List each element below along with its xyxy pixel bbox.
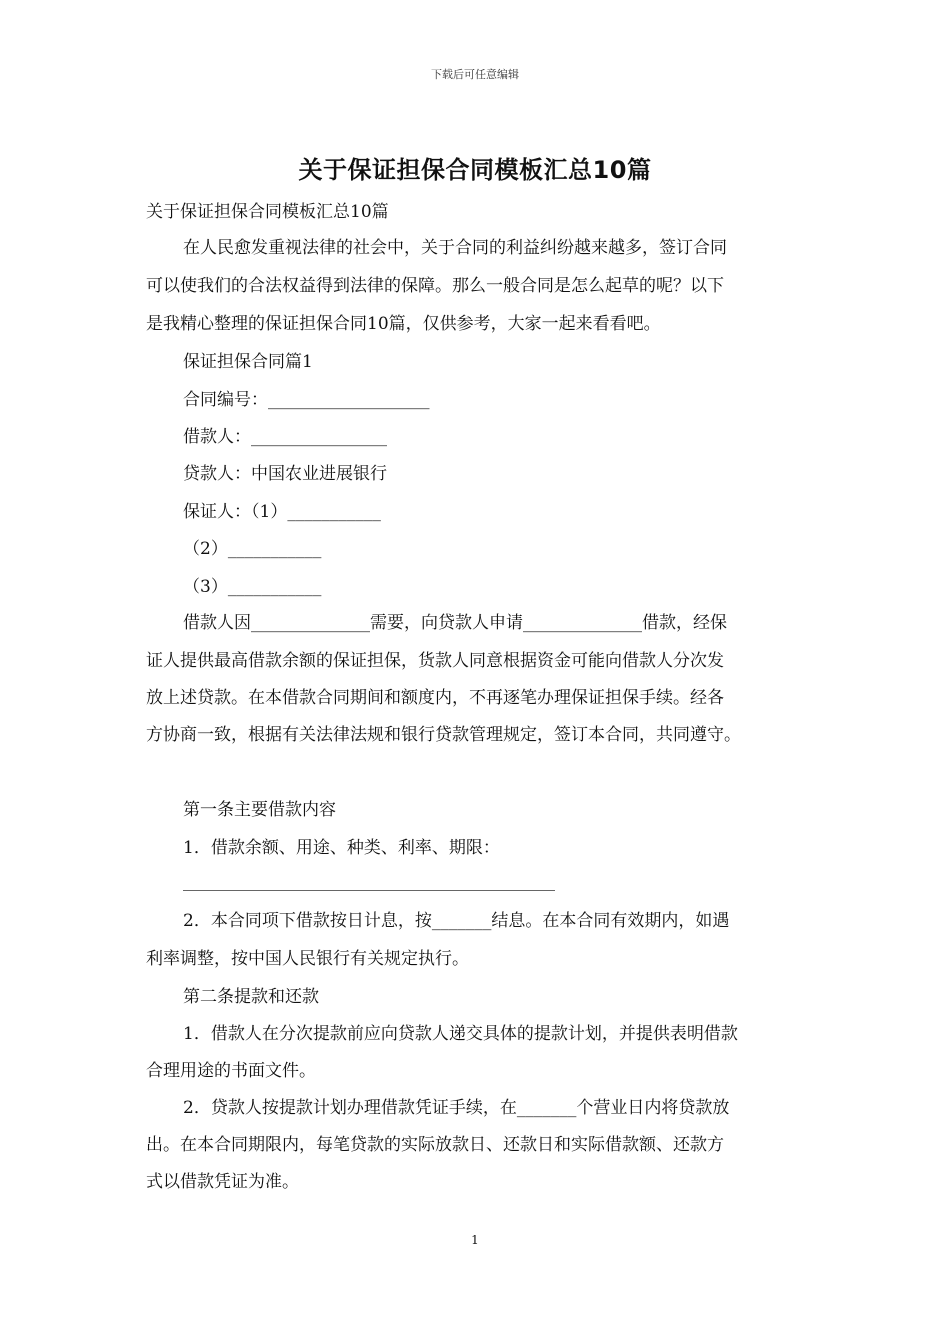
clause-line: 出。在本合同期限内，每笔贷款的实际放款日、还款日和实际借款额、还款方 — [146, 1135, 724, 1155]
clause-line: 利率调整，按中国人民银行有关规定执行。 — [146, 949, 469, 969]
body-paragraph-line: 方协商一致，根据有关法律法规和银行贷款管理规定，签订本合同，共同遵守。 — [146, 725, 741, 745]
page-number: 1 — [471, 1233, 479, 1247]
body-paragraph-line: 证人提供最高借款余额的保证担保，货款人同意根据资金可能向借款人分次发 — [146, 651, 724, 671]
intro-paragraph-line: 可以使我们的合法权益得到法律的保障。那么一般合同是怎么起草的呢？以下 — [146, 276, 724, 296]
contract-number-field: 合同编号：___________________ — [183, 390, 430, 410]
clause-line: 2．本合同项下借款按日计息，按_______结息。在本合同有效期内，如遇 — [183, 911, 730, 931]
guarantor-field-3: （3）___________ — [183, 577, 322, 597]
body-paragraph-line: 放上述贷款。在本借款合同期间和额度内，不再逐笔办理保证担保手续。经各 — [146, 688, 724, 708]
clause-line: 式以借款凭证为准。 — [146, 1172, 299, 1192]
clause-line: 1．借款人在分次提款前应向贷款人递交具体的提款计划，并提供表明借款 — [183, 1024, 738, 1044]
section-heading: 保证担保合同篇1 — [183, 352, 313, 372]
document-title: 关于保证担保合同模板汇总10篇 — [298, 156, 652, 184]
blank-fill-line — [183, 890, 555, 891]
body-paragraph-line: 借款人因______________需要，向贷款人申请______________借款，经保 — [183, 613, 727, 633]
header-note: 下载后可任意编辑 — [431, 68, 519, 81]
clause-line: 1．借款余额、用途、种类、利率、期限： — [183, 838, 500, 858]
clause-line: 合理用途的书面文件。 — [146, 1061, 316, 1081]
intro-paragraph-line: 是我精心整理的保证担保合同10篇，仅供参考，大家一起来看看吧。 — [146, 314, 661, 334]
article-heading: 第二条提款和还款 — [183, 987, 319, 1007]
subtitle-line: 关于保证担保合同模板汇总10篇 — [146, 202, 389, 222]
borrower-field: 借款人：________________ — [183, 427, 387, 447]
clause-line: 2．贷款人按提款计划办理借款凭证手续，在_______个营业日内将贷款放 — [183, 1098, 730, 1118]
article-heading: 第一条主要借款内容 — [183, 800, 336, 820]
guarantor-field-1: 保证人：（1）___________ — [183, 502, 381, 522]
lender-field: 贷款人：中国农业进展银行 — [183, 464, 387, 484]
guarantor-field-2: （2）___________ — [183, 539, 322, 559]
intro-paragraph-line: 在人民愈发重视法律的社会中，关于合同的利益纠纷越来越多，签订合同 — [183, 238, 727, 258]
